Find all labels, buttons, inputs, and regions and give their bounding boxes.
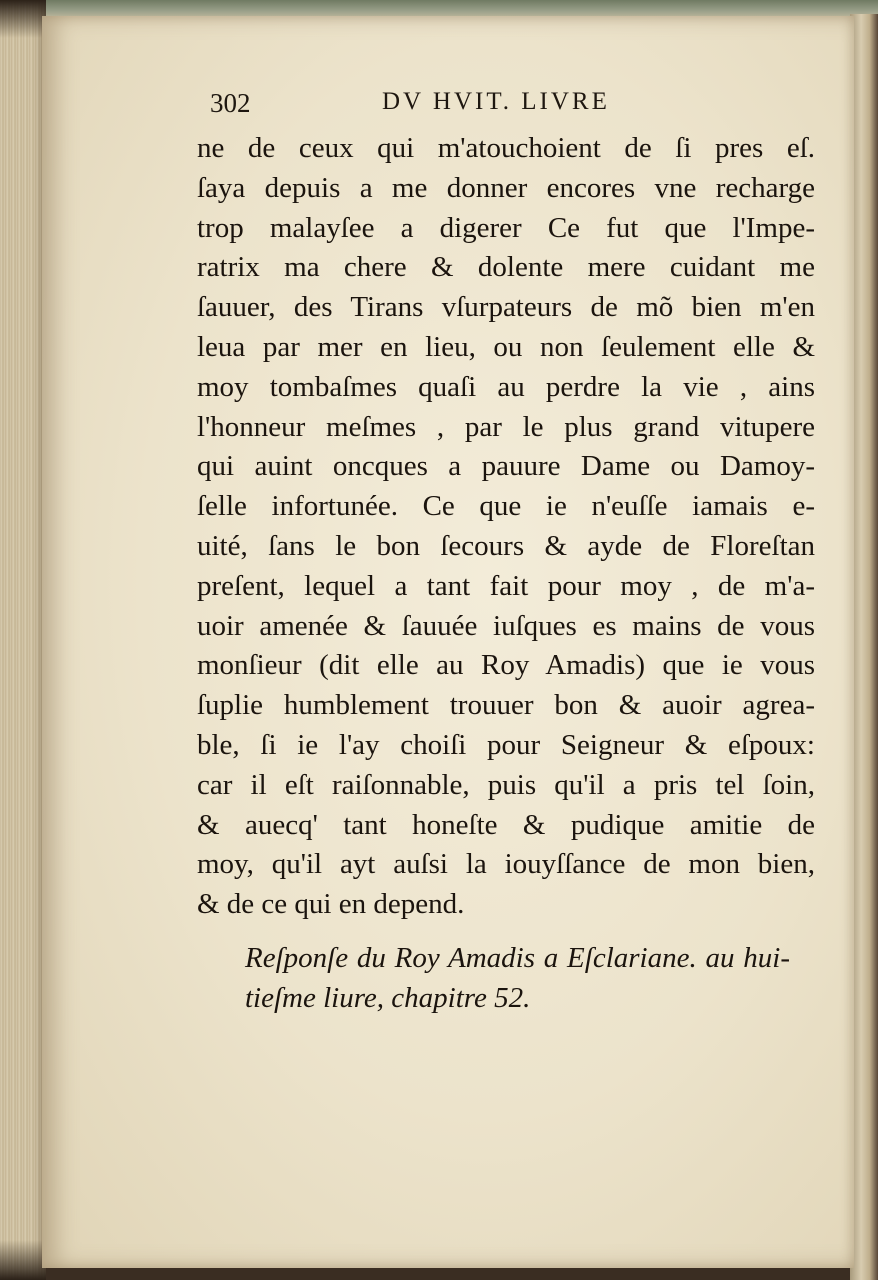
text-line: ſelle infortunée. Ce que ie n'euſſe iamais e- [197,490,815,523]
text-line: & de ce qui en depend. [197,888,465,921]
left-page-edges [0,0,46,1280]
text-line: uoir amenée & ſauuée iuſques es mains de vous [197,609,815,642]
text-line: qui auint oncques a pauure Dame ou Damoy- [197,450,815,483]
chapter-rubric [245,938,790,1018]
text-line: ratrix ma chere & dolente mere cuidant me [197,251,815,284]
text-line: & auecq' tant honeſte & pudique amitie de [197,808,815,841]
text-line: leua par mer en lieu, ou non ſeulement elle & [197,330,815,363]
text-line: uité, ſans le bon ſecours & ayde de Floreſtan [197,529,815,562]
rubric-line: tieſme liure, chapitre 52. [245,982,531,1014]
text-line: car il eſt raiſonnable, puis qu'il a pris tel ſoin, [197,768,815,801]
body-text [197,129,823,925]
page-number: 302 [210,88,251,118]
page-header [210,88,710,128]
text-line: l'honneur meſmes , par le plus grand vitupere [197,410,815,443]
text-line: preſent, lequel a tant fait pour moy , de m'a- [197,569,815,602]
text-line: moy tombaſmes quaſi au perdre la vie , ains [197,370,815,403]
running-head: DV HVIT. LIVRE [382,88,610,115]
rubric-line: Reſponſe du Roy Amadis a Eſclariane. au hui- [245,942,790,974]
text-line: ble, ſi ie l'ay choiſi pour Seigneur & eſpoux: [197,728,815,761]
text-line: moy, qu'il ayt auſsi la iouyſſance de mon bien, [197,848,815,881]
text-line: ſauuer, des Tirans vſurpateurs de mõ bien m'en [197,291,815,324]
right-page-edge [850,14,878,1280]
text-line: trop malayſee a digerer Ce fut que l'Impe- [197,211,815,244]
text-line: monſieur (dit elle au Roy Amadis) que ie vous [197,649,815,682]
text-line: ſuplie humblement trouuer bon & auoir agrea- [197,689,815,722]
text-line: ſaya depuis a me donner encores vne recharge [197,171,815,204]
text-line: ne de ceux qui m'atouchoient de ſi pres eſ. [197,132,815,164]
